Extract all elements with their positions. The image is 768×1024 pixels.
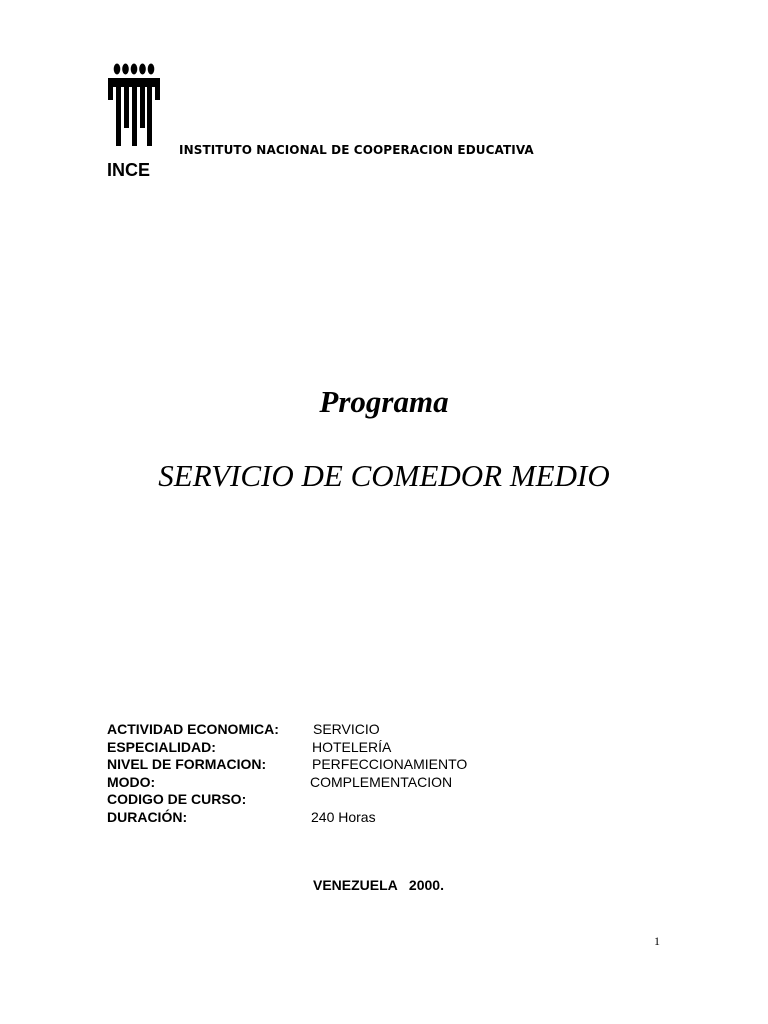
- country-year: VENEZUELA 2000.: [313, 877, 444, 893]
- info-value: COMPLEMENTACION: [310, 773, 453, 790]
- info-label: DURACIÓN:: [107, 808, 188, 825]
- info-label: NIVEL DE FORMACION:: [107, 756, 267, 772]
- info-value: 240 Horas: [311, 808, 376, 825]
- info-label: MODO:: [107, 773, 156, 790]
- info-value: HOTELERÍA: [312, 738, 392, 755]
- course-title: SERVICIO DE COMEDOR MEDIO: [158, 458, 610, 493]
- page-number: 1: [654, 934, 660, 948]
- program-heading: Programa: [319, 384, 449, 419]
- ince-logo: [106, 62, 162, 148]
- info-value: SERVICIO: [313, 721, 380, 737]
- info-label: ESPECIALIDAD:: [107, 738, 216, 755]
- institute-name: INSTITUTO NACIONAL DE COOPERACION EDUCATIVA: [179, 143, 534, 157]
- logo-text: INCE: [107, 160, 151, 180]
- info-label: CODIGO DE CURSO:: [107, 791, 247, 807]
- info-label: ACTIVIDAD ECONOMICA:: [107, 721, 279, 737]
- info-value: PERFECCIONAMIENTO: [312, 756, 468, 772]
